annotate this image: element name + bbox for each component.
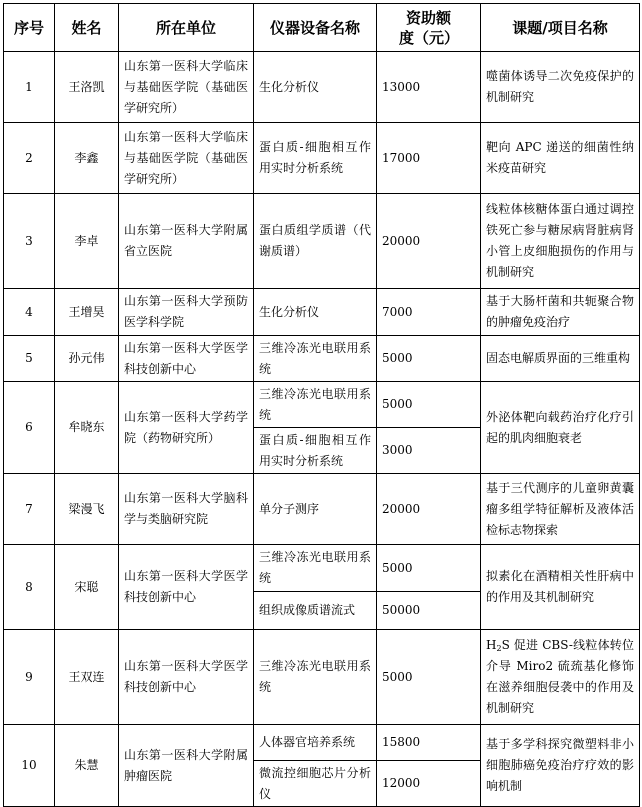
row-name: 宋聪 [55,545,119,630]
row-device: 蛋白质组学质谱（代谢质谱） [254,194,377,289]
table-row [4,123,640,194]
row-amount: 20000 [377,474,481,545]
row-name: 梁漫飞 [55,474,119,545]
row-device: 三维冷冻光电联用系统 [254,382,377,428]
row-amount: 20000 [377,194,481,289]
header-project: 课题/项目名称 [481,4,640,52]
row-name: 李卓 [55,194,119,289]
row-name: 孙元伟 [55,336,119,382]
row-no: 1 [4,52,55,123]
row-device: 生化分析仪 [254,52,377,123]
row-device: 蛋白质-细胞相互作用实时分析系统 [254,123,377,194]
row-project: 拟素化在酒精相关性肝病中的作用及其机制研究 [481,545,640,630]
row-project: 基于大肠杆菌和共轭聚合物的肿瘤免疫治疗 [481,289,640,336]
row-amount: 50000 [377,592,481,630]
row-no: 8 [4,545,55,630]
row-name: 王洛凯 [55,52,119,123]
row-project [481,630,640,725]
row-no: 10 [4,725,55,807]
row-device: 微流控细胞芯片分析仪 [254,761,377,807]
row-unit: 山东第一医科大学脑科学与类脑研究院 [119,474,254,545]
table-row [4,194,640,289]
table-row [4,382,640,428]
row-unit: 山东第一医科大学医学科技创新中心 [119,336,254,382]
row-no: 2 [4,123,55,194]
row-no: 6 [4,382,55,474]
table-row [4,630,640,725]
row-device: 组织成像质谱流式 [254,592,377,630]
row-name: 朱慧 [55,725,119,807]
row-no: 3 [4,194,55,289]
project-subscript: 2 [496,644,502,653]
row-amount: 15800 [377,725,481,761]
row-amount: 3000 [377,428,481,474]
row-amount: 5000 [377,382,481,428]
row-unit: 山东第一医科大学药学院（药物研究所） [119,382,254,474]
row-project: 线粒体核糖体蛋白通过调控铁死亡参与糖尿病肾脏病肾小管上皮细胞损伤的作用与机制研究 [481,194,640,289]
row-device: 人体器官培养系统 [254,725,377,761]
header-no: 序号 [4,4,55,52]
row-unit: 山东第一医科大学预防医学科学院 [119,289,254,336]
row-project: 固态电解质界面的三维重构 [481,336,640,382]
row-project: 基于多学科探究微塑料非小细胞肺癌免疫治疗疗效的影响机制 [481,725,640,807]
row-no: 9 [4,630,55,725]
row-unit: 山东第一医科大学附属省立医院 [119,194,254,289]
row-device: 生化分析仪 [254,289,377,336]
table-row [4,52,640,123]
row-project: 基于三代测序的儿童卵黄囊瘤多组学特征解析及液体活检标志物探索 [481,474,640,545]
header-unit: 所在单位 [119,4,254,52]
row-unit: 山东第一医科大学附属肿瘤医院 [119,725,254,807]
row-unit: 山东第一医科大学临床与基础医学院（基础医学研究所） [119,123,254,194]
header-amount: 资助额度（元） [377,4,481,52]
table-row [4,289,640,336]
header-device: 仪器设备名称 [254,4,377,52]
row-no: 5 [4,336,55,382]
row-no: 4 [4,289,55,336]
header-name: 姓名 [55,4,119,52]
row-name: 李鑫 [55,123,119,194]
row-amount: 13000 [377,52,481,123]
row-unit: 山东第一医科大学医学科技创新中心 [119,630,254,725]
row-name: 王增昊 [55,289,119,336]
row-device: 单分子测序 [254,474,377,545]
row-name: 王双连 [55,630,119,725]
row-project: 外泌体靶向载药治疗化疗引起的肌肉细胞衰老 [481,382,640,474]
row-device: 三维冷冻光电联用系统 [254,630,377,725]
row-amount: 5000 [377,336,481,382]
row-name: 牟晓东 [55,382,119,474]
row-amount: 17000 [377,123,481,194]
table-row [4,725,640,761]
row-amount: 7000 [377,289,481,336]
funding-table [3,3,640,807]
table-row [4,474,640,545]
row-device: 三维冷冻光电联用系统 [254,336,377,382]
row-no: 7 [4,474,55,545]
row-amount: 12000 [377,761,481,807]
table-row [4,545,640,592]
project-rest: S 促进 CBS-线粒体转位介导 Miro2 硫巯基化修饰在滋养细胞侵袭中的作用及机制研究 [486,638,634,715]
project-prefix: H [486,638,497,652]
row-unit: 山东第一医科大学临床与基础医学院（基础医学研究所） [119,52,254,123]
row-project: 靶向 APC 递送的细菌性纳米疫苗研究 [481,123,640,194]
row-amount: 5000 [377,545,481,592]
row-device: 三维冷冻光电联用系统 [254,545,377,592]
table-row [4,336,640,382]
row-unit: 山东第一医科大学医学科技创新中心 [119,545,254,630]
row-amount: 5000 [377,630,481,725]
row-device: 蛋白质-细胞相互作用实时分析系统 [254,428,377,474]
row-project: 噬菌体诱导二次免疫保护的机制研究 [481,52,640,123]
header-row [4,4,640,52]
